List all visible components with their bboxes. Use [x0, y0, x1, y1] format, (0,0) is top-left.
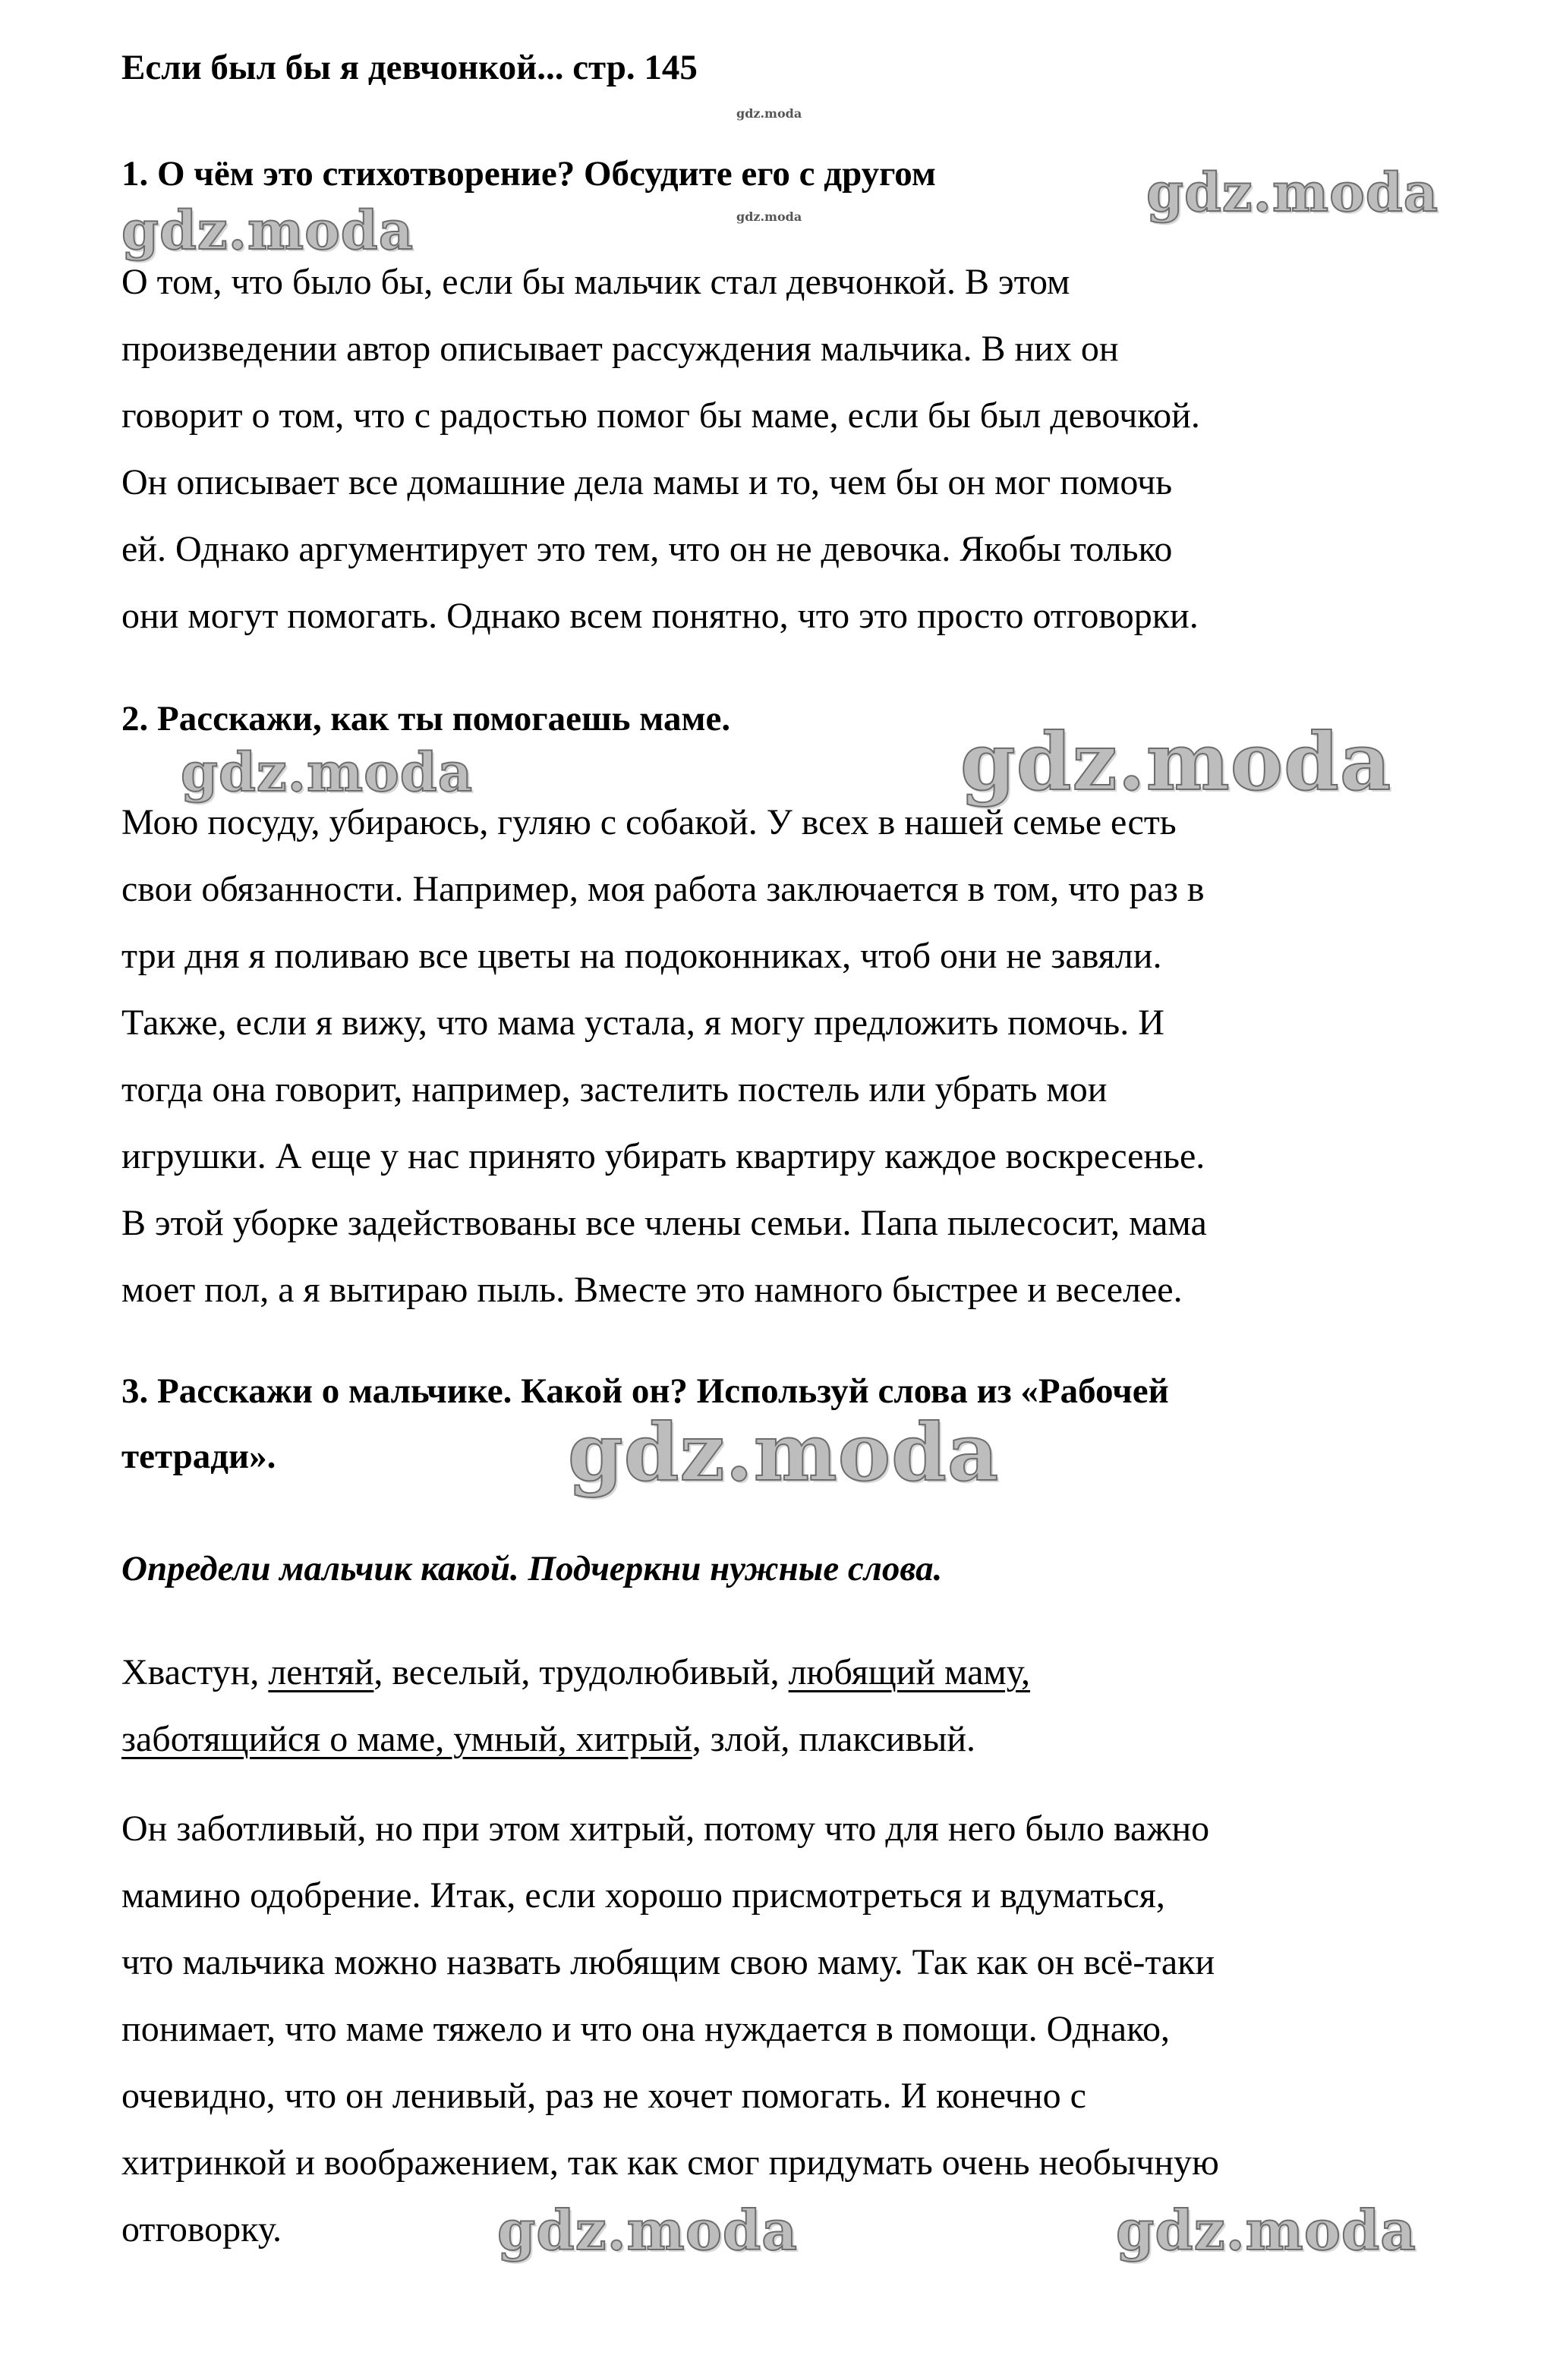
question-3-heading: тетради».: [121, 1437, 276, 1476]
answer-1-line: О том, что было бы, если бы мальчик стал девчонкой. В этом: [121, 262, 1070, 302]
answer-3-line: понимает, что маме тяжело и что она нуждается в помощи. Однако,: [121, 2009, 1170, 2049]
watermark: gdz.moda: [1116, 2198, 1416, 2262]
page-title: Если был бы я девчонкой... стр. 145: [121, 48, 698, 87]
watermark: gdz.moda: [121, 199, 414, 262]
word-list-line: [121, 1706, 975, 1773]
watermark: gdz.moda: [1146, 161, 1439, 224]
answer-1-line: говорит о том, что с радостью помог бы маме, если бы был девочкой.: [121, 395, 1200, 436]
underlined-word: лентяй: [268, 1652, 374, 1692]
answer-2-line: Также, если я вижу, что мама устала, я могу предложить помочь. И: [121, 1003, 1164, 1043]
underlined-word: любящий маму,: [788, 1652, 1030, 1692]
answer-2-line: свои обязанности. Например, моя работа заключается в том, что раз в: [121, 869, 1205, 909]
answer-1-line: ей. Однако аргументирует это тем, что он не девочка. Якобы только: [121, 529, 1173, 569]
answer-3-line: очевидно, что он ленивый, раз не хочет помогать. И конечно с: [121, 2076, 1086, 2116]
word-list-line: [121, 1639, 1030, 1706]
watermark: gdz.moda: [181, 741, 474, 804]
answer-3-line: что мальчика можно назвать любящим свою маму. Так как он всё-таки: [121, 1942, 1215, 1982]
answer-3-line: отговорку.: [121, 2209, 282, 2249]
watermark-small: gdz.moda: [736, 106, 802, 121]
question-3-heading: 3. Расскажи о мальчике. Какой он? Используй слова из «Рабочей: [121, 1371, 1169, 1411]
question-2-heading: 2. Расскажи, как ты помогаешь маме.: [121, 699, 731, 738]
answer-3-line: хитринкой и воображением, так как смог придумать очень необычную: [121, 2142, 1219, 2183]
word: Хвастун,: [121, 1652, 269, 1692]
watermark: gdz.moda: [497, 2198, 798, 2262]
underlined-word: заботящийся о маме, умный, хитрый: [121, 1719, 692, 1759]
answer-2-line: Мою посуду, убираюсь, гуляю с собакой. У всех в нашей семье есть: [121, 802, 1177, 842]
answer-2-line: игрушки. А еще у нас принято убирать квартиру каждое воскресенье.: [121, 1136, 1205, 1176]
answer-1-line: они могут помогать. Однако всем понятно, что это просто отговорки.: [121, 596, 1199, 636]
question-1-heading: 1. О чём это стихотворение? Обсудите его с другом: [121, 154, 936, 194]
task-instruction: Определи мальчик какой. Подчеркни нужные слова.: [121, 1549, 943, 1588]
answer-2-line: тогда она говорит, например, застелить постель или убрать мои: [121, 1069, 1108, 1110]
answer-2-line: моет пол, а я вытираю пыль. Вместе это намного быстрее и веселее.: [121, 1270, 1183, 1310]
watermark: gdz.moda: [568, 1406, 1000, 1499]
word: , веселый, трудолюбивый,: [373, 1652, 789, 1692]
answer-2-line: три дня я поливаю все цветы на подоконниках, чтоб они не завяли.: [121, 936, 1162, 976]
answer-3-line: Он заботливый, но при этом хитрый, потому что для него было важно: [121, 1809, 1210, 1849]
answer-2-line: В этой уборке задействованы все члены семьи. Папа пылесосит, мама: [121, 1203, 1207, 1243]
answer-1-line: произведении автор описывает рассуждения мальчика. В них он: [121, 329, 1119, 369]
watermark: gdz.moda: [960, 715, 1392, 808]
answer-3-line: мамино одобрение. Итак, если хорошо присмотреться и вдуматься,: [121, 1875, 1165, 1916]
watermark-small: gdz.moda: [736, 209, 802, 224]
word: , злой, плаксивый.: [692, 1719, 976, 1759]
answer-1-line: Он описывает все домашние дела мамы и то, чем бы он мог помочь: [121, 462, 1173, 502]
